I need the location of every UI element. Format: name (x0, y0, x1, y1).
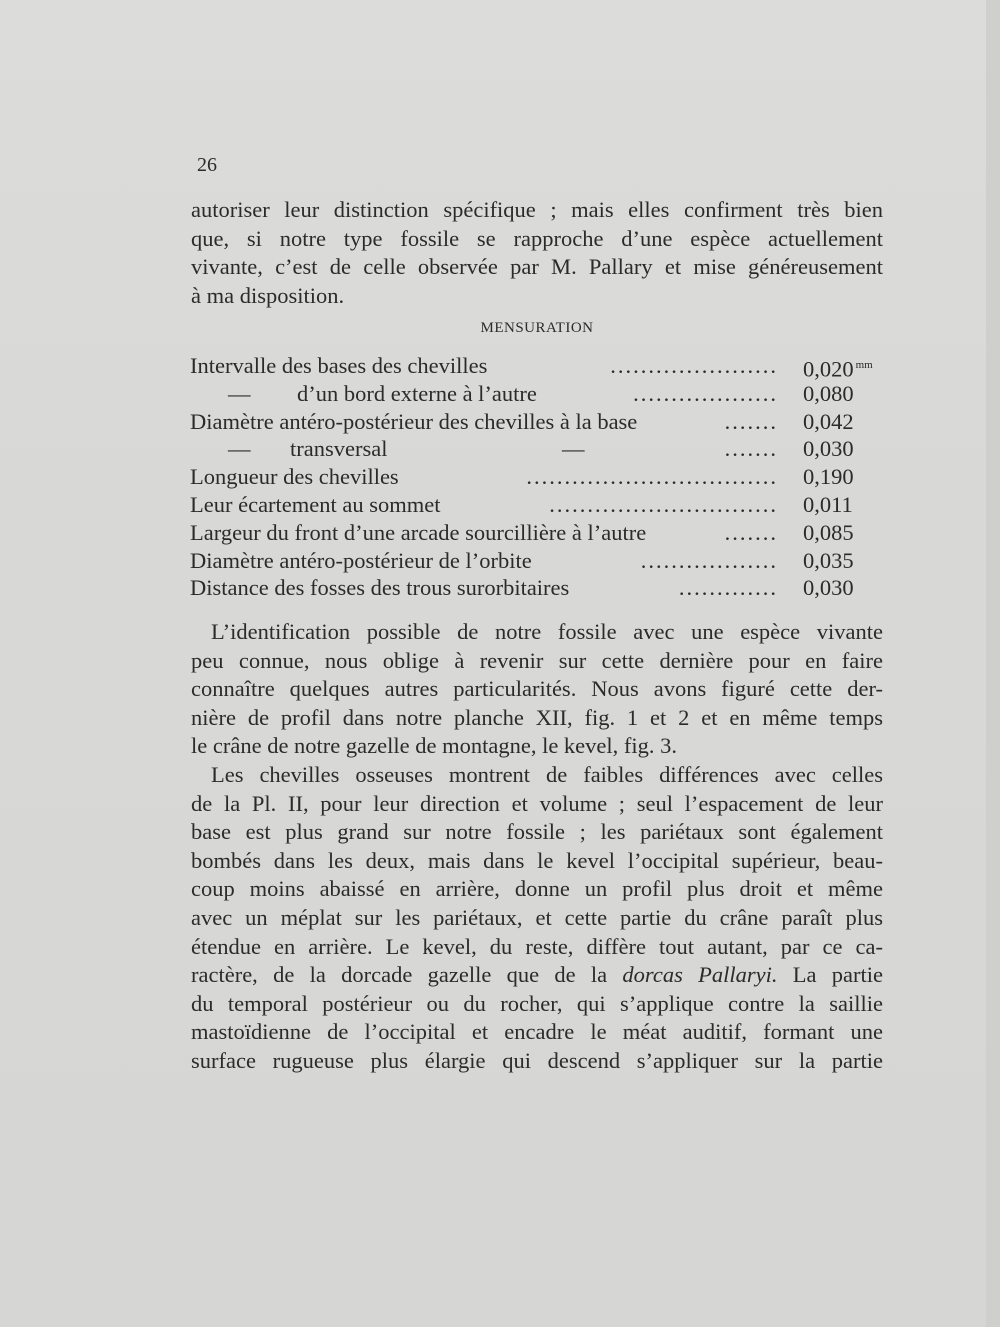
text-line: vivante, c’est de celle observée par M. Pallary et mise généreusement (191, 254, 883, 280)
text-line: du temporal postérieur ou du rocher, qui s’applique contre la saillie (191, 990, 883, 1016)
paragraph-intro (191, 196, 883, 310)
value-text: 0,020 (803, 356, 854, 382)
measurement-label: Diamètre antéro-postérieur de l’orbite (190, 547, 532, 573)
measurement-row (190, 491, 890, 519)
paragraph-identification (191, 618, 883, 761)
leader-dots: ....... (724, 436, 778, 462)
leader-dots: ...................... (610, 353, 778, 378)
paragraph-chevilles (191, 761, 883, 1076)
line-text-before: ractère, de la dorcade gazelle que de la (191, 962, 623, 988)
leader-dots: ............. (678, 575, 778, 601)
measurement-row (190, 519, 890, 547)
measurement-label: Intervalle des bases des chevilles (190, 353, 488, 378)
leader-dots: .............................. (549, 491, 778, 517)
section-heading: MENSURATION (480, 320, 594, 336)
measurement-label: Distance des fosses des trous surorbitaires (190, 575, 570, 601)
measurement-row (190, 435, 890, 463)
text-line: Les chevilles osseuses montrent de faibles différences avec celles (211, 762, 883, 787)
measurement-value: 0,035 (803, 547, 854, 573)
italic-species-name: dorcas Pallaryi. (622, 962, 778, 988)
measurement-value: 0,030 (803, 575, 854, 601)
leader-dots: ....... (724, 519, 778, 545)
text-line: base est plus grand sur notre fossile ; les pariétaux sont également (191, 819, 883, 845)
text-line: L’identification possible de notre fossile avec une espèce vivante (211, 619, 883, 644)
text-line: bombés dans les deux, mais dans le kevel l’occipital supérieur, beau- (191, 847, 883, 873)
measurement-value: 0,190 (803, 464, 854, 490)
text-line: le crâne de notre gazelle de montagne, le kevel, fig. 3. (191, 733, 678, 759)
page-number: 26 (197, 154, 217, 176)
measurement-value: 0,080 (803, 380, 854, 406)
text-line: peu connue, nous oblige à revenir sur cette dernière pour en faire (191, 647, 883, 673)
leader-dots: ................................. (526, 464, 778, 490)
line-text-after: La partie (777, 962, 883, 988)
measurement-table (190, 352, 890, 602)
measurement-row (190, 408, 890, 436)
text-line: à ma disposition. (191, 282, 345, 308)
text-line: de la Pl. II, pour leur direction et volume ; seul l’espacement de leur (191, 790, 883, 816)
measurement-value: 0,042 (803, 408, 854, 434)
measurement-value: 0,085 (803, 519, 854, 545)
measurement-row (190, 352, 890, 380)
measurement-label: transversal (290, 436, 388, 462)
measurement-row (190, 463, 890, 491)
measurement-value: 0,011 (803, 491, 853, 517)
text-line: autoriser leur distinction spécifique ; mais elles confirment très bien (191, 197, 883, 222)
text-line: connaître quelques autres particularités. Nous avons figuré cette der- (191, 676, 883, 702)
leader-dots: ................... (633, 380, 778, 406)
text-line: avec un méplat sur les pariétaux, et cette partie du crâne paraît plus (191, 904, 883, 930)
leader-dots: .................. (640, 547, 778, 573)
text-line: surface rugueuse plus élargie qui descend s’appliquer sur la partie (191, 1047, 883, 1073)
text-line: coup moins abaissé en arrière, donne un profil plus droit et même (191, 876, 883, 902)
text-line (191, 961, 883, 990)
measurement-label: Longueur des chevilles (190, 464, 399, 490)
ditto-dash: — (228, 436, 251, 462)
text-line: que, si notre type fossile se rapproche d’une espèce actuellement (191, 225, 883, 251)
text-line: nière de profil dans notre planche XII, fig. 1 et 2 et en même temps (191, 704, 883, 730)
measurement-label: Largeur du front d’une arcade sourcillière à l’autre (190, 519, 647, 545)
measurement-value: 0,030 (803, 436, 854, 462)
ditto-dash: — (562, 436, 585, 462)
ditto-dash: — (228, 380, 251, 406)
measurement-row (190, 574, 890, 602)
measurement-row (190, 380, 890, 408)
measurement-row (190, 547, 890, 575)
text-line: mastoïdienne de l’occipital et encadre le méat auditif, formant une (191, 1019, 883, 1045)
unit-label: mm (855, 359, 873, 371)
measurement-label: Diamètre antéro-postérieur des chevilles à la base (190, 408, 638, 434)
text-line: étendue en arrière. Le kevel, du reste, diffère tout autant, par ce ca- (191, 933, 883, 959)
measurement-value (803, 352, 873, 383)
measurement-label: Leur écartement au sommet (190, 491, 441, 517)
leader-dots: ....... (724, 408, 778, 434)
measurement-label: d’un bord externe à l’autre (297, 380, 537, 406)
